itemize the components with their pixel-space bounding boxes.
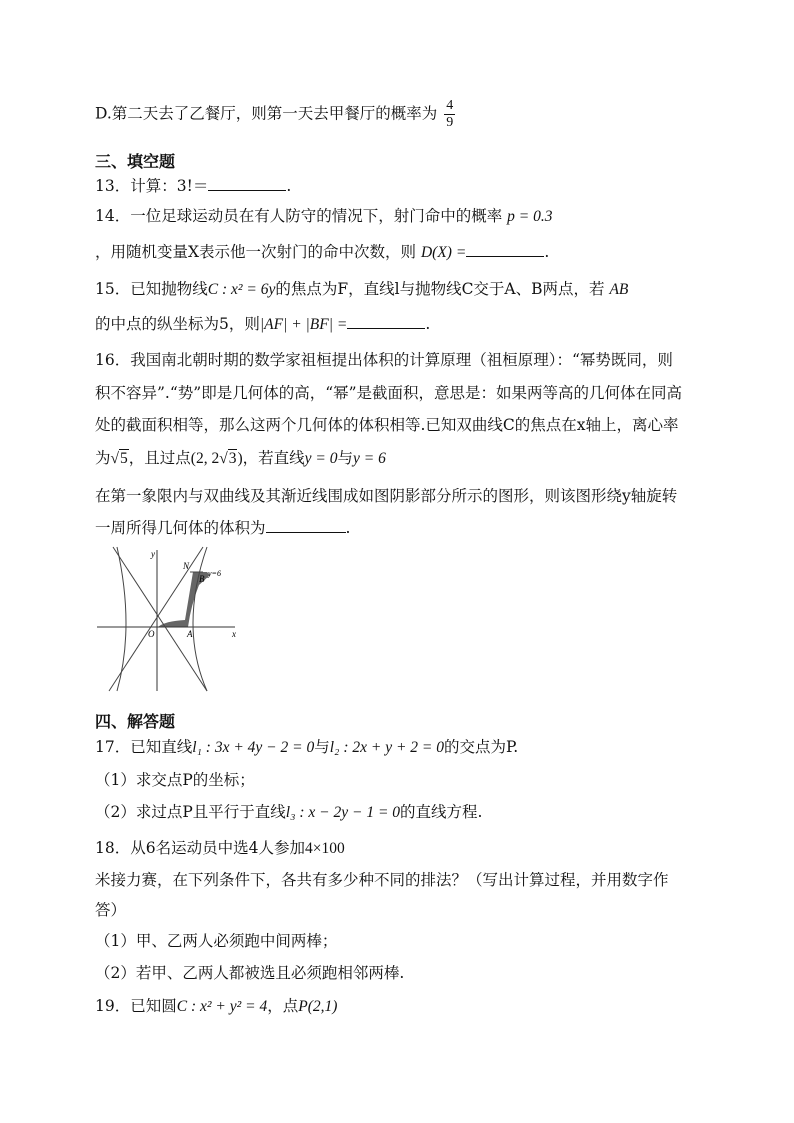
q16-line-3: 处的截面积相等，那么这两个几何体的体积相等.已知双曲线C的焦点在x轴上，离心率 [95,416,679,434]
question-18-line-1 [95,838,345,859]
q17-sub2-a: （2）求过点P且平行于直线 [95,803,286,821]
sqrt-3: √3 [219,450,237,467]
q18-sub-2: （2）若甲、乙两人都被选且必须跑相邻两棒. [95,964,405,982]
q15-text-1a: 15．已知抛物线 [95,280,208,298]
q16-line-5: 在第一象限内与双曲线及其渐近线围成如图阴影部分所示的图形，则该图形绕y轴旋转 [95,487,678,505]
answer-blank[interactable] [466,242,544,257]
q16-end: . [345,519,351,537]
q16-text-4d: 与 [337,449,354,467]
q17-line-l3: l₃ : x − 2y − 1 = 0 [285,804,401,821]
q13-text: 13．计算：3!＝ [95,177,209,195]
hyperbola-figure [95,545,245,693]
question-15-line-1 [95,279,628,300]
q17-line-l1: l₁ : 3x + 4y − 2 = 0 [192,739,315,756]
q18-text-1: 18．从6名运动员中选4人参加 [95,839,305,857]
q14-text-1: 14．一位足球运动员在有人防守的情况下，射门命中的概率 [95,207,503,225]
q18-relay-math: 4×100 [304,840,345,857]
label-y6: y=6 [208,569,221,578]
q16-line-1: 16．我国南北朝时期的数学家祖桓提出体积的计算原理（祖桓原理）：“幂势既同，则 [95,351,673,369]
sqrt-5: √5 [110,450,128,467]
q17-text-c: 的交点为P. [444,738,519,756]
q16-line-4 [95,448,386,469]
q15-text-2: 的中点的纵坐标为5，则 [95,315,260,333]
q15-sum-math: |AF| + |BF| = [259,316,348,333]
question-15-line-2 [95,314,430,335]
q17-sub-2 [95,802,482,823]
q14-probability-math: p = 0.3 [507,208,553,225]
q19-circle-math: C : x² + y² = 4 [176,998,268,1015]
q16-text-4a: 为 [95,449,111,467]
question-13 [95,176,291,196]
option-d-text: D.第二天去了乙餐厅，则第一天去甲餐厅的概率为 [95,104,438,123]
label-n: N [183,561,190,571]
q16-text-4b: ，且过点 [128,449,191,467]
answer-blank[interactable] [266,518,346,533]
q15-parabola-math: C : x² = 6y [207,281,276,298]
hyperbola-left-branch [117,547,126,691]
q17-sub-1: （1）求交点P的坐标； [95,771,255,789]
q16-point-a: (2, 2 [190,450,220,467]
q16-line-y0: y = 0 [304,450,338,467]
q16-point-b: ) [237,450,243,467]
q16-line-2: 积不容异”.“势”即是几何体的高，“幂”是截面积，意思是：如果两等高的几何体在同高 [95,384,683,402]
q13-end: . [286,177,292,195]
sqrt-3-radicand: 3 [228,450,237,467]
q19-text-a: 19．已知圆 [95,997,177,1015]
q15-text-1b: 的焦点为F，直线l与抛物线C交于A、B两点，若 [275,280,605,298]
q15-ab-math: AB [609,281,629,298]
option-d-fraction [444,98,455,131]
question-14-line-2 [95,242,549,263]
q14-variance-math: D(X) = [420,244,467,261]
label-y: y [151,549,155,559]
q14-end: . [544,243,550,261]
q16-point [191,449,243,467]
label-o: O [148,629,155,639]
section-4-title: 四、解答题 [95,712,176,731]
q18-line-2: 米接力赛，在下列条件下，各共有多少种不同的排法？（写出计算过程，并用数字作 [95,871,669,889]
q16-line-6 [95,518,350,538]
sqrt-5-radicand: 5 [120,450,128,467]
q18-sub-1: （1）甲、乙两人必须跑中间两棒； [95,932,338,950]
answer-blank[interactable] [347,314,425,329]
q17-sub2-b: 的直线方程. [400,803,483,821]
option-d [95,98,455,131]
q14-text-2: ，用随机变量X表示他一次射门的命中次数，则 [95,243,417,261]
hyperbola-right-branch [193,547,207,691]
q17-text-a: 17．已知直线 [95,738,193,756]
question-19 [95,996,337,1017]
q19-text-b: ，点 [267,997,299,1015]
answer-blank[interactable] [208,176,286,191]
q18-line-3: 答） [95,901,127,919]
q17-text-b: 与 [314,738,330,756]
fraction-numerator: 4 [446,98,454,113]
q17-line-l2: l₂ : 2x + y + 2 = 0 [329,739,444,756]
q16-text-4c: ，若直线 [242,449,305,467]
label-x: x [232,629,236,639]
q15-end: . [425,315,431,333]
fraction-denominator: 9 [446,115,454,130]
section-3-title: 三、填空题 [95,152,176,171]
question-14-line-1 [95,206,553,227]
label-b: B [199,574,205,584]
label-a: A [187,629,193,639]
q16-text-6: 一周所得几何体的体积为 [95,519,266,537]
q16-line-y6: y = 6 [353,450,386,467]
question-17 [95,737,518,758]
q19-point-math: P(2,1) [298,998,338,1015]
